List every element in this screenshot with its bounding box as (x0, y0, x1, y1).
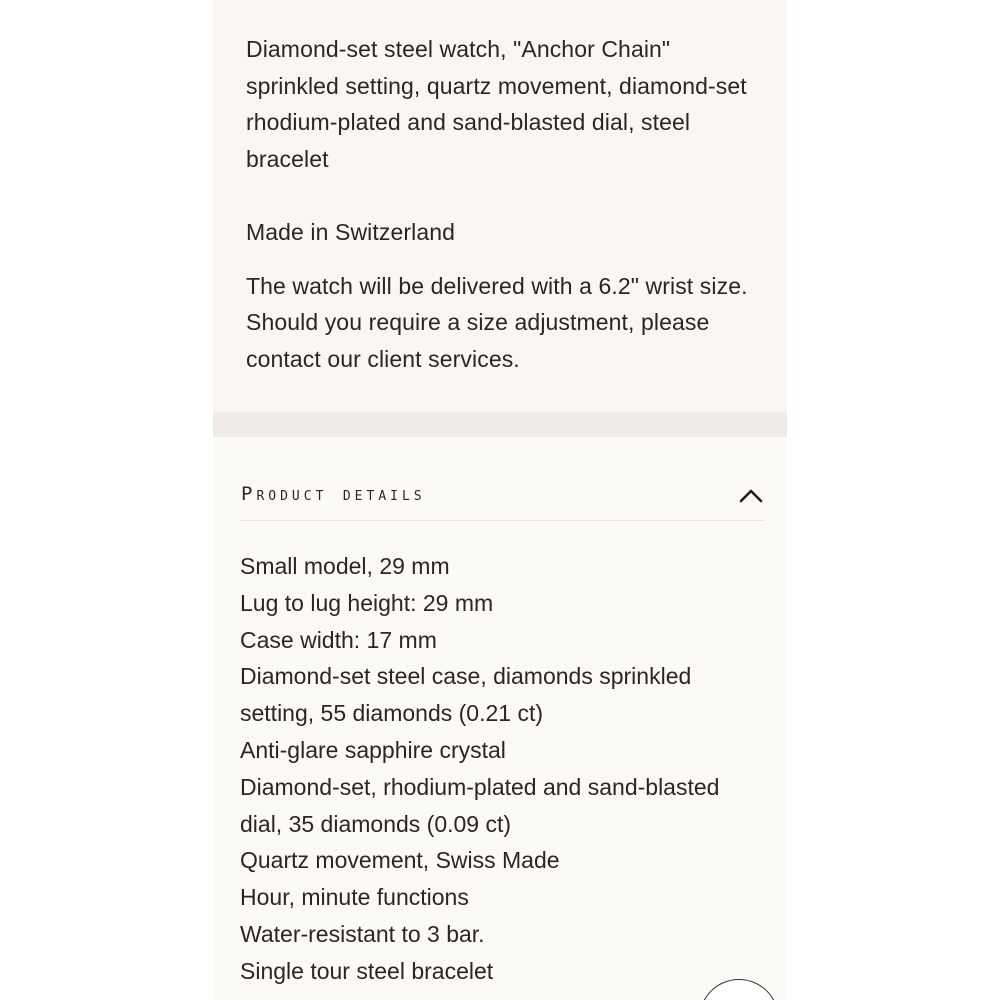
product-page (213, 0, 787, 1000)
product-details-section (213, 437, 787, 1000)
spec-item: Single tour steel bracelet (240, 957, 494, 984)
product-description-section (213, 0, 787, 412)
spec-item: Quartz movement, Swiss Made (240, 847, 560, 874)
spec-item: Diamond-set, rhodium-plated and sand-blasted dial, 35 diamonds (0.09 ct) (240, 773, 720, 837)
origin-text: Made in Switzerland (246, 219, 456, 245)
description-paragraph: Diamond-set steel watch, "Anchor Chain" sprinkled setting, quartz movement, diamond-set rhodium-plated and sand-blasted dial, steel bracelet (246, 36, 747, 172)
section-divider (213, 412, 787, 437)
chevron-up-icon[interactable] (738, 486, 764, 506)
spec-item: Anti-glare sapphire crystal (240, 736, 506, 763)
product-description (246, 31, 766, 377)
product-details-toggle[interactable] (239, 475, 764, 521)
spec-item: Lug to lug height: 29 mm (240, 589, 494, 616)
spec-item: Diamond-set steel case, diamonds sprinkled setting, 55 diamonds (0.21 ct) (240, 663, 692, 727)
product-details-list (240, 548, 760, 990)
product-details-title: Product details (241, 483, 426, 505)
spec-item: Small model, 29 mm (240, 553, 450, 579)
spec-item: Hour, minute functions (240, 884, 469, 911)
spec-item: Water-resistant to 3 bar. (240, 920, 485, 947)
wrist-size-note: The watch will be delivered with a 6.2" wrist size. Should you require a size adjustment, please contact our client services. (246, 272, 748, 372)
spec-item: Case width: 17 mm (240, 626, 437, 653)
